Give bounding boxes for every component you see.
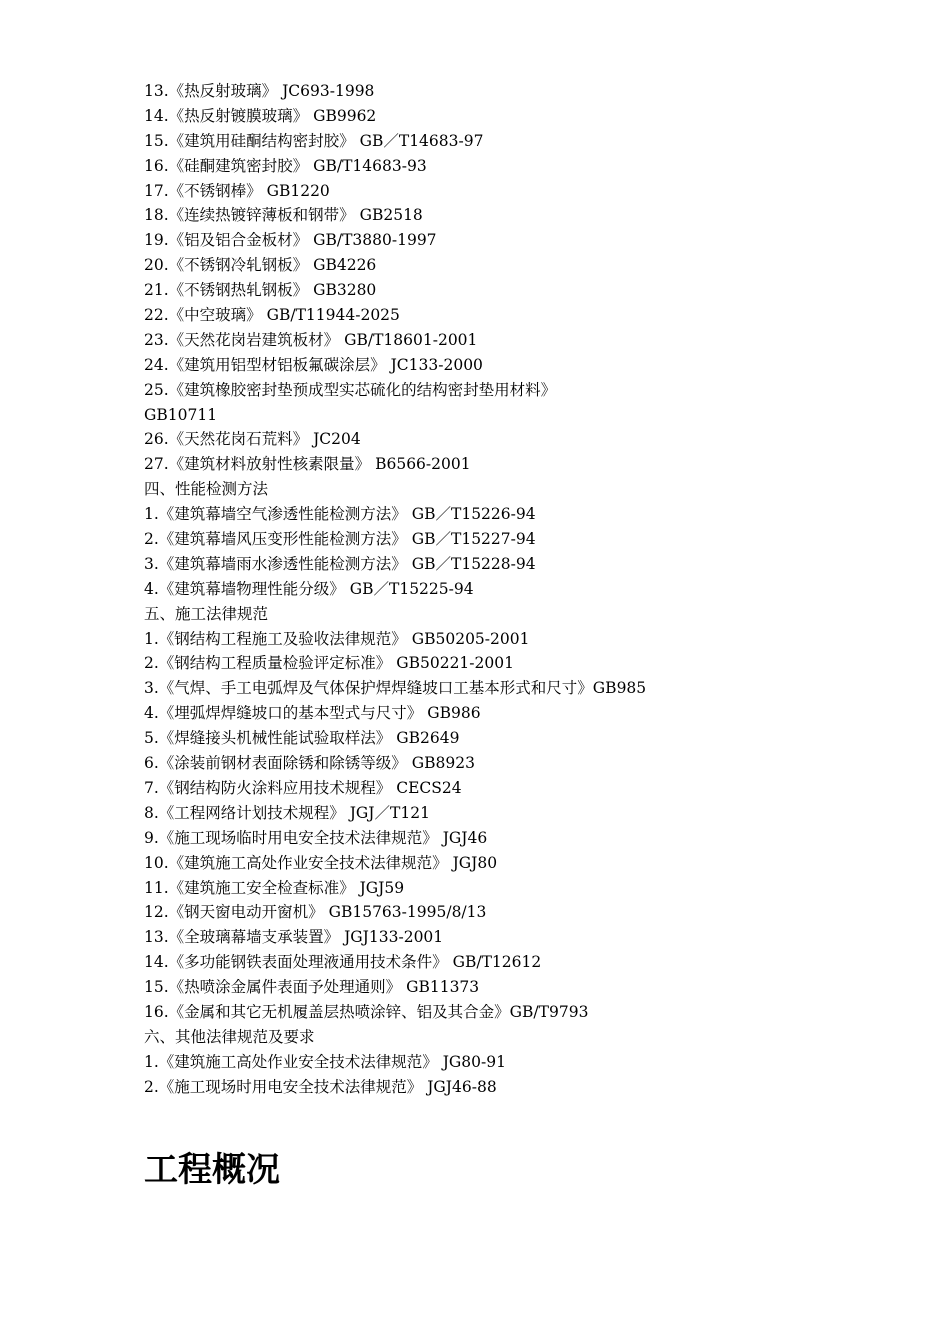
list-item: 1.《建筑幕墙空气渗透性能检测方法》 GB／T15226-94 [144, 505, 536, 524]
list-item: 8.《工程网络计划技术规程》 JGJ／T121 [144, 803, 430, 822]
section-heading: 六、其他法律规范及要求 [144, 1027, 315, 1046]
list-item: 4.《埋弧焊焊缝坡口的基本型式与尺寸》 GB986 [144, 704, 481, 723]
list-item: 18.《连续热镀锌薄板和钢带》 GB2518 [144, 206, 423, 225]
section-heading: 四、性能检测方法 [144, 480, 269, 499]
list-item: 27.《建筑材料放射性核素限量》 B6566-2001 [144, 455, 471, 474]
list-item: 3.《气焊、手工电弧焊及气体保护焊焊缝坡口工基本形式和尺寸》GB985 [144, 679, 647, 698]
list-item-continuation: GB10711 [144, 405, 218, 424]
list-item: 1.《建筑施工高处作业安全技术法律规范》 JG80-91 [144, 1052, 506, 1071]
list-item: 12.《钢天窗电动开窗机》 GB15763-1995/8/13 [144, 903, 487, 922]
list-item: 2.《施工现场时用电安全技术法律规范》 JGJ46-88 [144, 1077, 497, 1096]
list-item: 19.《铝及铝合金板材》 GB/T3880-1997 [144, 231, 437, 250]
list-item: 20.《不锈钢冷轧钢板》 GB4226 [144, 256, 377, 275]
list-item: 7.《钢结构防火涂料应用技术规程》 CECS24 [144, 778, 462, 797]
list-item: 9.《施工现场临时用电安全技术法律规范》 JGJ46 [144, 828, 488, 847]
list-item: 11.《建筑施工安全检查标准》 JGJ59 [144, 878, 405, 897]
list-item: 16.《金属和其它无机履盖层热喷涂锌、铝及其合金》GB/T9793 [144, 1002, 589, 1021]
list-item: 2.《建筑幕墙风压变形性能检测方法》 GB／T15227-94 [144, 530, 536, 549]
list-item: 2.《钢结构工程质量检验评定标准》 GB50221-2001 [144, 654, 514, 673]
list-item: 17.《不锈钢棒》 GB1220 [144, 181, 330, 200]
list-item: 10.《建筑施工高处作业安全技术法律规范》 JGJ80 [144, 853, 498, 872]
list-item: 14.《多功能钢铁表面处理液通用技术条件》 GB/T12612 [144, 953, 542, 972]
list-item: 13.《热反射玻璃》 JC693-1998 [144, 82, 375, 100]
list-item: 21.《不锈钢热轧钢板》 GB3280 [144, 281, 377, 300]
list-item: 4.《建筑幕墙物理性能分级》 GB／T15225-94 [144, 579, 474, 598]
list-item: 15.《热喷涂金属件表面予处理通则》 GB11373 [144, 978, 480, 997]
list-item: 13.《全玻璃幕墙支承装置》 JGJ133-2001 [144, 928, 444, 947]
list-item: 16.《硅酮建筑密封胶》 GB/T14683-93 [144, 156, 427, 175]
section-heading: 五、施工法律规范 [144, 604, 269, 623]
list-item: 1.《钢结构工程施工及验收法律规范》 GB50205-2001 [144, 629, 530, 648]
list-item: 23.《天然花岗岩建筑板材》 GB/T18601-2001 [144, 330, 478, 349]
list-item: 24.《建筑用铝型材铝板氟碳涂层》 JC133-2000 [144, 355, 483, 374]
standards-list [144, 79, 804, 1100]
list-item: 14.《热反射镀膜玻璃》 GB9962 [144, 106, 377, 125]
list-item: 3.《建筑幕墙雨水渗透性能检测方法》 GB／T15228-94 [144, 554, 536, 573]
chapter-title: 工程概况 [144, 1150, 280, 1190]
list-item: 5.《焊缝接头机械性能试验取样法》 GB2649 [144, 729, 460, 748]
list-item: 22.《中空玻璃》 GB/T11944-2025 [144, 306, 400, 325]
list-item: 26.《天然花岗石荒料》 JC204 [144, 430, 361, 449]
list-item: 15.《建筑用硅酮结构密封胶》 GB／T14683-97 [144, 131, 484, 150]
list-item: 25.《建筑橡胶密封垫预成型实芯硫化的结构密封垫用材料》 [144, 380, 557, 399]
list-item: 6.《涂装前钢材表面除锈和除锈等级》 GB8923 [144, 754, 475, 773]
